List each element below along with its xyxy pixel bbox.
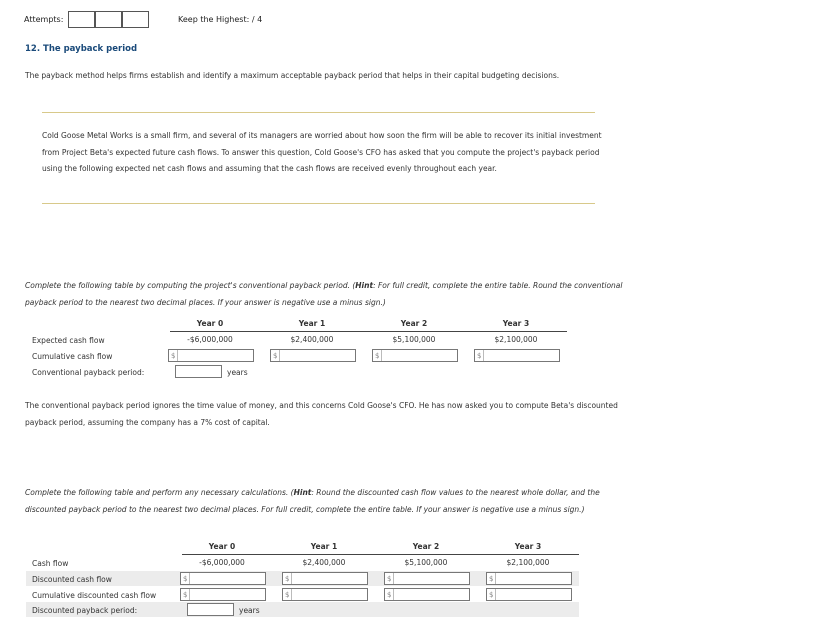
table2-years-unit: years (239, 606, 260, 615)
table2-cashflow-year1: $2,400,000 (302, 558, 346, 567)
table2-cumulative-year1-input[interactable] (282, 588, 368, 601)
scenario-bottom-rule (42, 203, 595, 204)
table1-expected-year2: $5,100,000 (392, 335, 436, 344)
table2-header-rule (182, 554, 579, 555)
table1-expected-year1: $2,400,000 (290, 335, 334, 344)
table2-instructions (25, 485, 635, 518)
table1-header-rule (170, 331, 567, 332)
attempt-box-3 (122, 11, 149, 28)
table1-instructions (25, 278, 625, 311)
dollar-sign: $ (487, 589, 496, 600)
table1-cumulative-year0-input[interactable] (168, 349, 254, 362)
table1-years-unit: years (227, 368, 248, 377)
question-intro: The payback method helps firms establish and identify a maximum acceptable payback period that helps in their capital budgeting decisions. (25, 71, 560, 80)
dollar-sign: $ (385, 573, 394, 584)
table2-cashflow-label: Cash flow (32, 559, 69, 568)
table2-discounted-year3-input[interactable] (486, 572, 572, 585)
question-title: 12. The payback period (25, 44, 138, 54)
dollar-sign: $ (283, 573, 292, 584)
scenario-text: Cold Goose Metal Works is a small firm, and several of its managers are worried about how soon the firm will be able to recover its initial investment from Project Beta's expected future cash flows. To answer this question, Cold Goose's CFO has asked that you compute the project's payback period using the following expected net cash flows and assuming that the cash flows are received evenly throughout each year. (42, 131, 602, 173)
table1-header-year1: Year 1 (298, 319, 326, 328)
table2-instr-start: Complete the following table and perform any necessary calculations. ( (25, 488, 294, 497)
discounted-payback-input[interactable] (187, 603, 234, 616)
table2-cumulative-year3-input[interactable] (486, 588, 572, 601)
table1-cumulative-year3-input[interactable] (474, 349, 560, 362)
table1-header-year0: Year 0 (196, 319, 224, 328)
table1-payback-label: Conventional payback period: (32, 368, 145, 377)
dollar-sign: $ (169, 350, 178, 361)
keep-highest-label (178, 15, 262, 24)
table1-expected-year0: -$6,000,000 (187, 335, 233, 344)
table2-header-year3: Year 3 (514, 542, 542, 551)
dollar-sign: $ (271, 350, 280, 361)
dollar-sign: $ (181, 573, 190, 584)
dollar-sign: $ (475, 350, 484, 361)
table2-hint-label: Hint (293, 488, 312, 497)
keep-highest-score: / 4 (251, 15, 263, 24)
table2-instr-end: : Round the discounted cash flow values to the nearest whole dollar, and the discounted payback period to the nearest two decimal places. For full credit, complete the entire table. If your answer is negative use a minus sign.) (25, 488, 600, 514)
table1-expected-label: Expected cash flow (32, 336, 105, 345)
table2-payback-label: Discounted payback period: (32, 606, 138, 615)
conventional-payback-input[interactable] (175, 365, 222, 378)
discount-paragraph: The conventional payback period ignores the time value of money, and this concerns Cold Goose's CFO. He has now asked you to compute Beta's discounted payback period, assuming the company has a 7% cost of capital. (25, 401, 618, 427)
dollar-sign: $ (181, 589, 190, 600)
attempts-label: Attempts: (24, 15, 64, 24)
table2-cashflow-year0: -$6,000,000 (199, 558, 245, 567)
table2-discounted-year2-input[interactable] (384, 572, 470, 585)
dollar-sign: $ (283, 589, 292, 600)
table2-header-year1: Year 1 (310, 542, 338, 551)
table1-expected-year3: $2,100,000 (494, 335, 538, 344)
table2-cumulative-year0-input[interactable] (180, 588, 266, 601)
table2-cashflow-year3: $2,100,000 (506, 558, 550, 567)
table2-cashflow-year2: $5,100,000 (404, 558, 448, 567)
scenario-top-rule (42, 112, 595, 113)
table2-header-year0: Year 0 (208, 542, 236, 551)
dollar-sign: $ (385, 589, 394, 600)
keep-highest-text: Keep the Highest: (178, 15, 250, 24)
table2-cumulative-year2-input[interactable] (384, 588, 470, 601)
table1-instr-end: : For full credit, complete the entire table. Round the conventional payback period to the nearest two decimal places. If your answer is negative use a minus sign.) (25, 281, 623, 307)
table1-cumulative-year1-input[interactable] (270, 349, 356, 362)
attempt-box-2 (95, 11, 122, 28)
table1-instr-start: Complete the following table by computing the project's conventional payback period. ( (25, 281, 356, 290)
table1-cumulative-year2-input[interactable] (372, 349, 458, 362)
table1-hint-label: Hint (355, 281, 374, 290)
table2-cumulative-label: Cumulative discounted cash flow (32, 591, 157, 600)
table1-cumulative-label: Cumulative cash flow (32, 352, 113, 361)
table1-header-year2: Year 2 (400, 319, 428, 328)
table2-discounted-label: Discounted cash flow (32, 575, 112, 584)
attempt-box-1 (68, 11, 95, 28)
table2-discounted-year1-input[interactable] (282, 572, 368, 585)
dollar-sign: $ (373, 350, 382, 361)
table2-discounted-year0-input[interactable] (180, 572, 266, 585)
table2-header-year2: Year 2 (412, 542, 440, 551)
dollar-sign: $ (487, 573, 496, 584)
table1-header-year3: Year 3 (502, 319, 530, 328)
